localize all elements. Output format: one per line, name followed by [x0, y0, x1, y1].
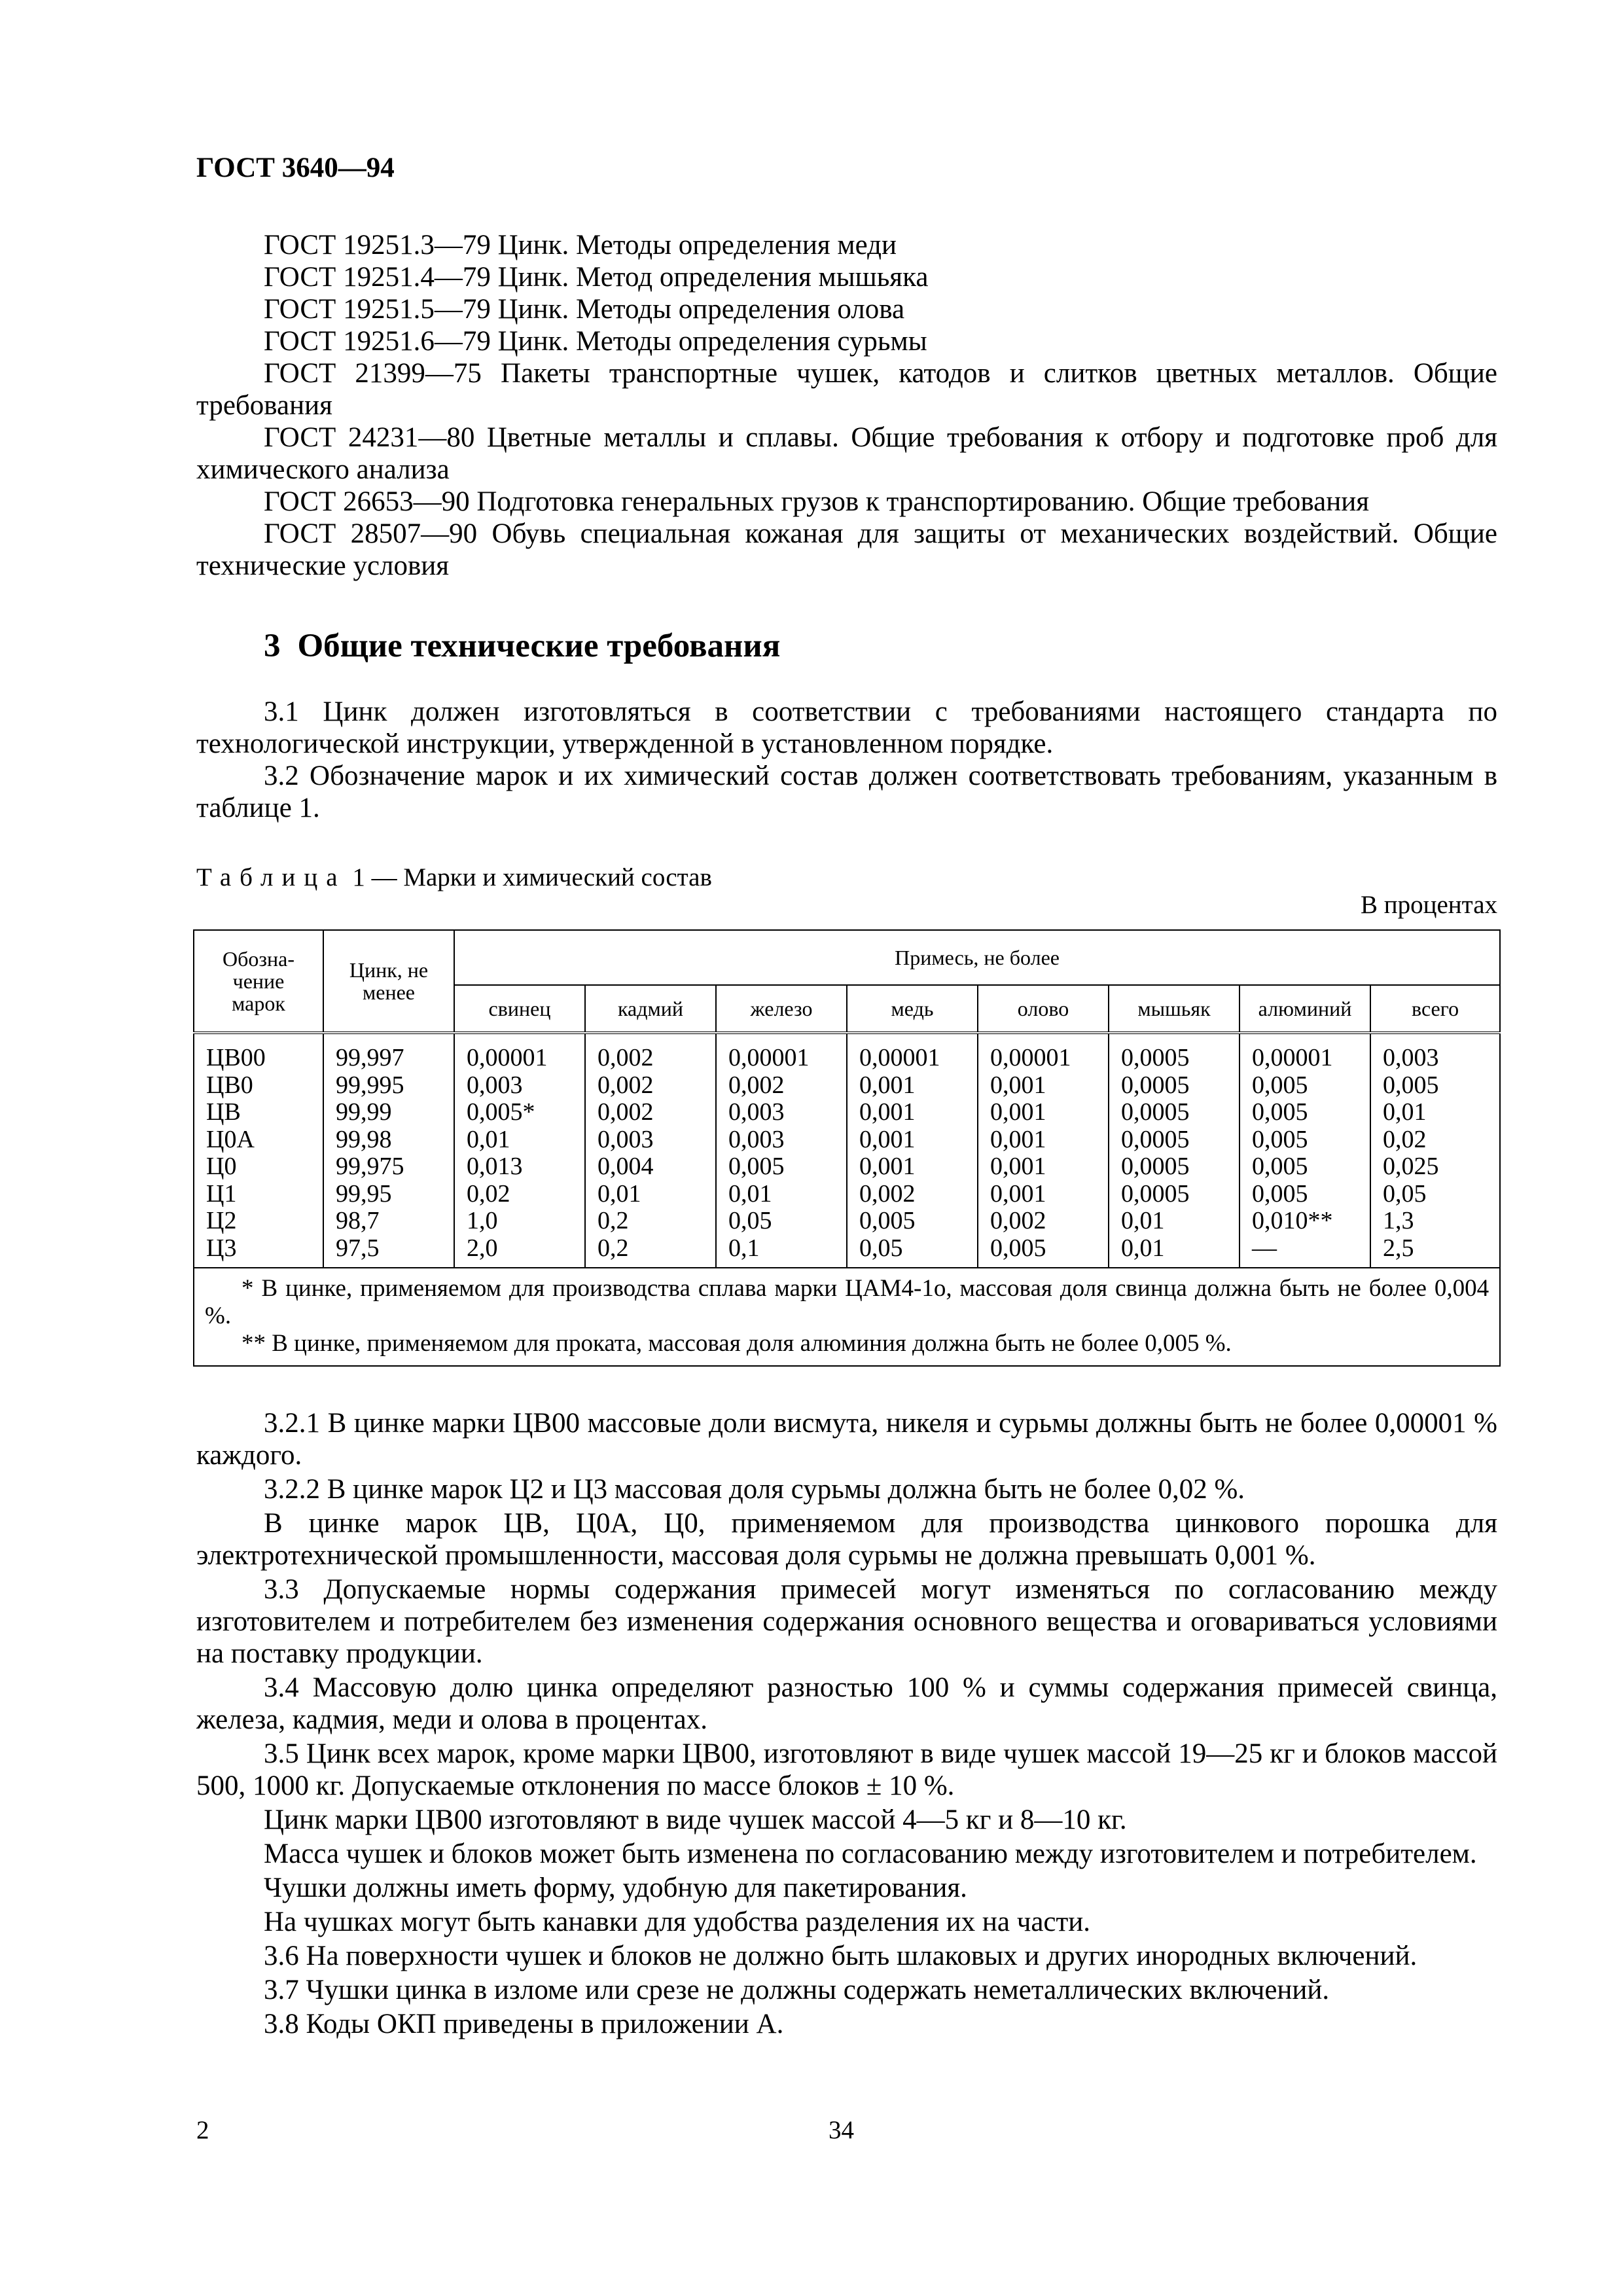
paragraph: Масса чушек и блоков может быть изменена по согласованию между изготовителем и потребителем. [264, 1839, 1477, 1869]
zinc-cell: 97,5 [336, 1234, 380, 1262]
impurity-cell: 0,005 [1383, 1071, 1439, 1099]
impurity-cell: 0,01 [728, 1179, 772, 1208]
section-body [196, 1407, 1497, 2042]
section-title: Общие технические требования [297, 628, 781, 664]
col-header-aluminum: алюминий [1240, 985, 1370, 1033]
zinc-cell: 98,7 [336, 1207, 380, 1234]
impurity-cell: 0,00001 [728, 1044, 810, 1071]
impurity-cell: 0,001 [990, 1125, 1046, 1153]
impurity-cell: 0,05 [728, 1207, 772, 1234]
paragraph: 3.2.2 В цинке марок Ц2 и Ц3 массовая доля сурьмы должна быть не более 0,02 %. [264, 1474, 1245, 1505]
paragraph: 3.3 Допускаемые нормы содержания примесей могут изменяться по согласованию между изготовителем и потребителем без изменения содержания основного вещества и оговариваться условиями на поставку продукции. [196, 1574, 1497, 1669]
impurity-cell: 0,0005 [1121, 1179, 1190, 1208]
impurity-cell: 2,5 [1383, 1234, 1414, 1262]
zinc-cell: 99,98 [336, 1125, 392, 1153]
document-header: ГОСТ 3640—94 [196, 152, 395, 183]
col-header-zinc: Цинк, не менее [323, 930, 454, 1033]
tin-column [978, 1033, 1109, 1268]
paragraph: 3.6 На поверхности чушек и блоков не должно быть шлаковых и других инородных включений. [264, 1941, 1418, 1971]
table-unit: В процентах [1360, 891, 1497, 919]
iron-column [716, 1033, 847, 1268]
paragraph: 3.4 Массовую долю цинка определяют разностью 100 % и суммы содержания примесей свинца, железа, кадмия, меди и олова в процентах. [196, 1672, 1497, 1735]
impurity-cell: 0,005 [1252, 1071, 1308, 1099]
impurity-cell: 0,0005 [1121, 1044, 1190, 1071]
impurity-cell: 0,00001 [990, 1044, 1071, 1071]
paragraph: 3.7 Чушки цинка в изломе или срезе не должны содержать неметаллических включений. [264, 1975, 1330, 2005]
grade-cell: Ц1 [206, 1179, 237, 1208]
sheet-number: 34 [829, 2116, 854, 2144]
zinc-cell: 99,95 [336, 1179, 392, 1208]
impurity-cell: 0,003 [1383, 1044, 1439, 1071]
impurity-cell: 0,005* [467, 1098, 535, 1126]
reference-item: ГОСТ 24231—80 Цветные металлы и сплавы. Общие требования к отбору и подготовке проб для химического анализа [196, 422, 1497, 485]
table-caption-text: 1 — Марки и химический состав [346, 863, 712, 891]
impurity-cell: 0,01 [1121, 1207, 1165, 1234]
total-column [1370, 1033, 1500, 1268]
impurity-cell: 0,005 [859, 1207, 916, 1234]
impurity-cell: 0,010** [1252, 1207, 1333, 1234]
impurity-cell: 0,02 [467, 1179, 510, 1208]
impurity-cell: 2,0 [467, 1234, 498, 1262]
impurity-cell: 0,02 [1383, 1125, 1427, 1153]
lead-column [454, 1033, 585, 1268]
grade-cell: Ц2 [206, 1207, 237, 1234]
impurity-cell: 0,001 [859, 1125, 916, 1153]
page-number: 2 [196, 2116, 209, 2144]
impurity-cell: 0,00001 [1252, 1044, 1333, 1071]
impurity-cell: 0,00001 [859, 1044, 940, 1071]
col-header-total: всего [1370, 985, 1500, 1033]
impurity-cell: 0,002 [597, 1044, 654, 1071]
impurity-cell: 0,005 [1252, 1153, 1308, 1180]
zinc-cell: 99,99 [336, 1098, 392, 1126]
impurity-cell: 1,0 [467, 1207, 498, 1234]
paragraph: Цинк марки ЦВ00 изготовляют в виде чушек массой 4—5 кг и 8—10 кг. [264, 1804, 1127, 1835]
composition-table [193, 929, 1501, 1367]
impurity-cell: 0,2 [597, 1234, 629, 1262]
zinc-cell: 99,997 [336, 1044, 404, 1071]
cadmium-column [585, 1033, 716, 1268]
impurity-cell: 0,005 [728, 1153, 785, 1180]
col-header-tin: олово [978, 985, 1109, 1033]
impurity-cell: 0,004 [597, 1153, 654, 1180]
section-heading [264, 627, 780, 665]
zinc-cell: 99,995 [336, 1071, 404, 1099]
impurity-cell: 0,2 [597, 1207, 629, 1234]
impurity-cell: 0,003 [728, 1125, 785, 1153]
reference-item: ГОСТ 19251.6—79 Цинк. Методы определения сурьмы [264, 326, 927, 357]
impurity-cell: 0,0005 [1121, 1071, 1190, 1099]
impurity-cell: 0,002 [859, 1179, 916, 1208]
paragraph: 3.1 Цинк должен изготовляться в соответствии с требованиями настоящего стандарта по технологической инструкции, утвержденной в установленном порядке. [196, 696, 1497, 759]
impurity-cell: 0,001 [859, 1153, 916, 1180]
impurity-cell: 0,05 [859, 1234, 903, 1262]
aluminum-column [1240, 1033, 1370, 1268]
impurity-cell: 0,01 [597, 1179, 641, 1208]
col-header-lead: свинец [454, 985, 585, 1033]
impurity-cell: 0,013 [467, 1153, 523, 1180]
impurity-cell: 0,05 [1383, 1179, 1427, 1208]
table-note-1: * В цинке, применяемом для производства сплава марки ЦАМ4-1о, массовая доля свинца должна быть не более 0,004 %. [205, 1275, 1489, 1329]
impurity-cell: 0,002 [728, 1071, 785, 1099]
impurity-cell: 0,003 [597, 1125, 654, 1153]
grade-column [194, 1033, 323, 1268]
impurity-cell: 0,005 [1252, 1125, 1308, 1153]
table-caption-label: Таблица [196, 863, 346, 891]
table-caption [196, 863, 712, 892]
grade-cell: Ц3 [206, 1234, 237, 1262]
impurity-cell: 0,01 [1121, 1234, 1165, 1262]
impurity-cell: 0,005 [1252, 1098, 1308, 1126]
impurity-cell: 0,002 [990, 1207, 1046, 1234]
impurity-cell: 0,001 [990, 1153, 1046, 1180]
arsenic-column [1109, 1033, 1240, 1268]
impurity-cell: 0,001 [990, 1179, 1046, 1208]
paragraph: 3.5 Цинк всех марок, кроме марки ЦВ00, изготовляют в виде чушек массой 19—25 кг и блоков массой 500, 1000 кг. Допускаемые отклонения по массе блоков ± 10 %. [196, 1738, 1497, 1801]
impurity-cell: 0,001 [859, 1071, 916, 1099]
impurity-cell: 0,002 [597, 1098, 654, 1126]
impurity-cell: 0,0005 [1121, 1125, 1190, 1153]
zinc-cell: 99,975 [336, 1153, 404, 1180]
impurity-cell: 0,0005 [1121, 1153, 1190, 1180]
grade-cell: Ц0А [206, 1125, 255, 1153]
paragraph: На чушках могут быть канавки для удобства разделения их на части. [264, 1907, 1091, 1937]
paragraph: В цинке марок ЦВ, Ц0А, Ц0, применяемом для производства цинкового порошка для электротехнической промышленности, массовая доля сурьмы не должна превышать 0,001 %. [196, 1508, 1497, 1571]
reference-item: ГОСТ 21399—75 Пакеты транспортные чушек, катодов и слитков цветных металлов. Общие требования [196, 358, 1497, 421]
impurity-cell: 0,005 [990, 1234, 1046, 1262]
table-notes [194, 1268, 1500, 1366]
impurity-cell: 0,025 [1383, 1153, 1439, 1180]
impurity-cell: 0,003 [467, 1071, 523, 1099]
reference-item: ГОСТ 26653—90 Подготовка генеральных грузов к транспортированию. Общие требования [264, 486, 1370, 517]
reference-item: ГОСТ 19251.3—79 Цинк. Методы определения меди [264, 230, 897, 260]
col-header-copper: медь [847, 985, 978, 1033]
grade-cell: Ц0 [206, 1153, 237, 1180]
impurity-cell: 0,001 [859, 1098, 916, 1126]
col-header-cadmium: кадмий [585, 985, 716, 1033]
grade-cell: ЦВ0 [206, 1071, 253, 1099]
impurity-cell: 0,005 [1252, 1179, 1308, 1208]
col-header-iron: железо [716, 985, 847, 1033]
impurity-cell: 0,001 [990, 1098, 1046, 1126]
grade-cell: ЦВ00 [206, 1044, 266, 1071]
references-list [196, 229, 1497, 582]
table-note-2: ** В цинке, применяемом для проката, массовая доля алюминия должна быть не более 0,005 %. [241, 1330, 1232, 1357]
impurity-cell: 0,01 [467, 1125, 510, 1153]
paragraph: 3.2.1 В цинке марки ЦВ00 массовые доли висмута, никеля и сурьмы должны быть не более 0,00001 % каждого. [196, 1408, 1497, 1471]
impurity-cell: 0,002 [597, 1071, 654, 1099]
impurity-cell: 0,1 [728, 1234, 760, 1262]
impurity-cell: 0,01 [1383, 1098, 1427, 1126]
zinc-column [323, 1033, 454, 1268]
paragraph: Чушки должны иметь форму, удобную для пакетирования. [264, 1873, 967, 1903]
col-header-arsenic: мышьяк [1109, 985, 1240, 1033]
grade-cell: ЦВ [206, 1098, 241, 1126]
impurity-cell: 1,3 [1383, 1207, 1414, 1234]
col-header-impurity: Примесь, не более [454, 930, 1500, 985]
reference-item: ГОСТ 28507—90 Обувь специальная кожаная для защиты от механических воздействий. Общие технические условия [196, 518, 1497, 581]
col-header-grade: Обозна- чение марок [194, 930, 323, 1033]
reference-item: ГОСТ 19251.4—79 Цинк. Метод определения мышьяка [264, 262, 929, 293]
paragraph: 3.2 Обозначение марок и их химический состав должен соответствовать требованиям, указанным в таблице 1. [196, 761, 1497, 823]
impurity-cell: 0,0005 [1121, 1098, 1190, 1126]
impurity-cell: 0,00001 [467, 1044, 548, 1071]
section-intro [196, 696, 1497, 824]
reference-item: ГОСТ 19251.5—79 Цинк. Методы определения олова [264, 294, 905, 325]
impurity-cell: — [1252, 1234, 1277, 1262]
section-number: 3 [264, 628, 281, 664]
impurity-cell: 0,003 [728, 1098, 785, 1126]
copper-column [847, 1033, 978, 1268]
paragraph: 3.8 Коды ОКП приведены в приложении А. [264, 2009, 784, 2039]
impurity-cell: 0,001 [990, 1071, 1046, 1099]
